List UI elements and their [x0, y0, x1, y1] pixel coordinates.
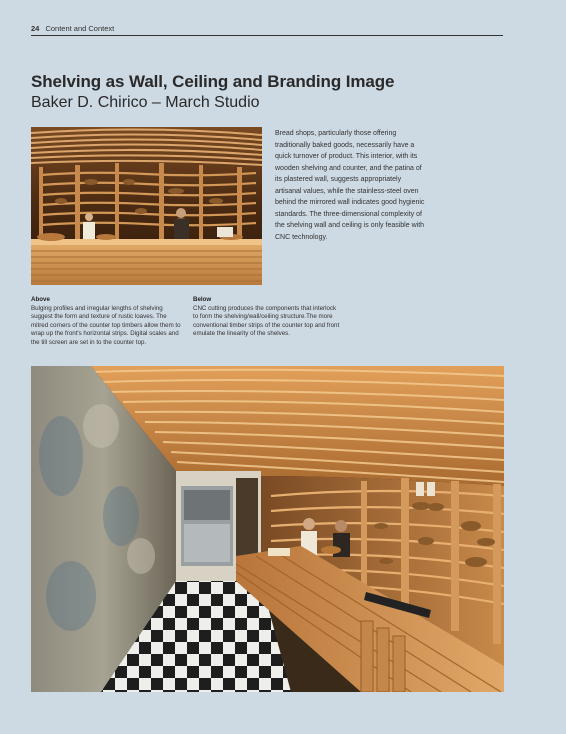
- caption-below-heading: Below: [193, 296, 212, 303]
- body-paragraph: Bread shops, particularly those offering traditionally baked goods, necessarily have a quick turnover of product. This interior, with its wooden shelving and counter, and the patina of its plastered wall, suggests appropriately artisanal values, while the stainless-steel oven behind the mirrored wall indicates good hygienic standards. The three-dimensional complexity of the shelving wall and ceiling is only feasible with CNC technology.: [275, 130, 425, 241]
- header-rule: [31, 35, 503, 36]
- caption-below: [193, 296, 341, 339]
- section-title: Content and Context: [45, 24, 115, 33]
- photo-bakery-interior-below: [31, 366, 504, 692]
- caption-above-text: Bulging profiles and irregular lengths of shelving suggest the form and texture of rustic loaves. The mitred corners of the counter top timbers allow them to wrap up the front's horizontal strips. Digital scales and the till screen are set in to the counter top.: [31, 304, 181, 346]
- caption-above-heading: Above: [31, 296, 50, 303]
- caption-below-text: CNC cutting produces the components that interlock to form the shelving/wall/ceiling structure.The more conventional timber strips of the counter top and front emulate the linearity of the shelves.: [193, 304, 340, 338]
- running-header: [31, 24, 503, 35]
- photo-bakery-interior-above: [31, 127, 262, 285]
- page-title: Shelving as Wall, Ceiling and Branding Image: [31, 72, 395, 91]
- page-subtitle: Baker D. Chirico – March Studio: [31, 94, 260, 111]
- page-number: 24: [31, 24, 40, 33]
- caption-above: [31, 296, 181, 348]
